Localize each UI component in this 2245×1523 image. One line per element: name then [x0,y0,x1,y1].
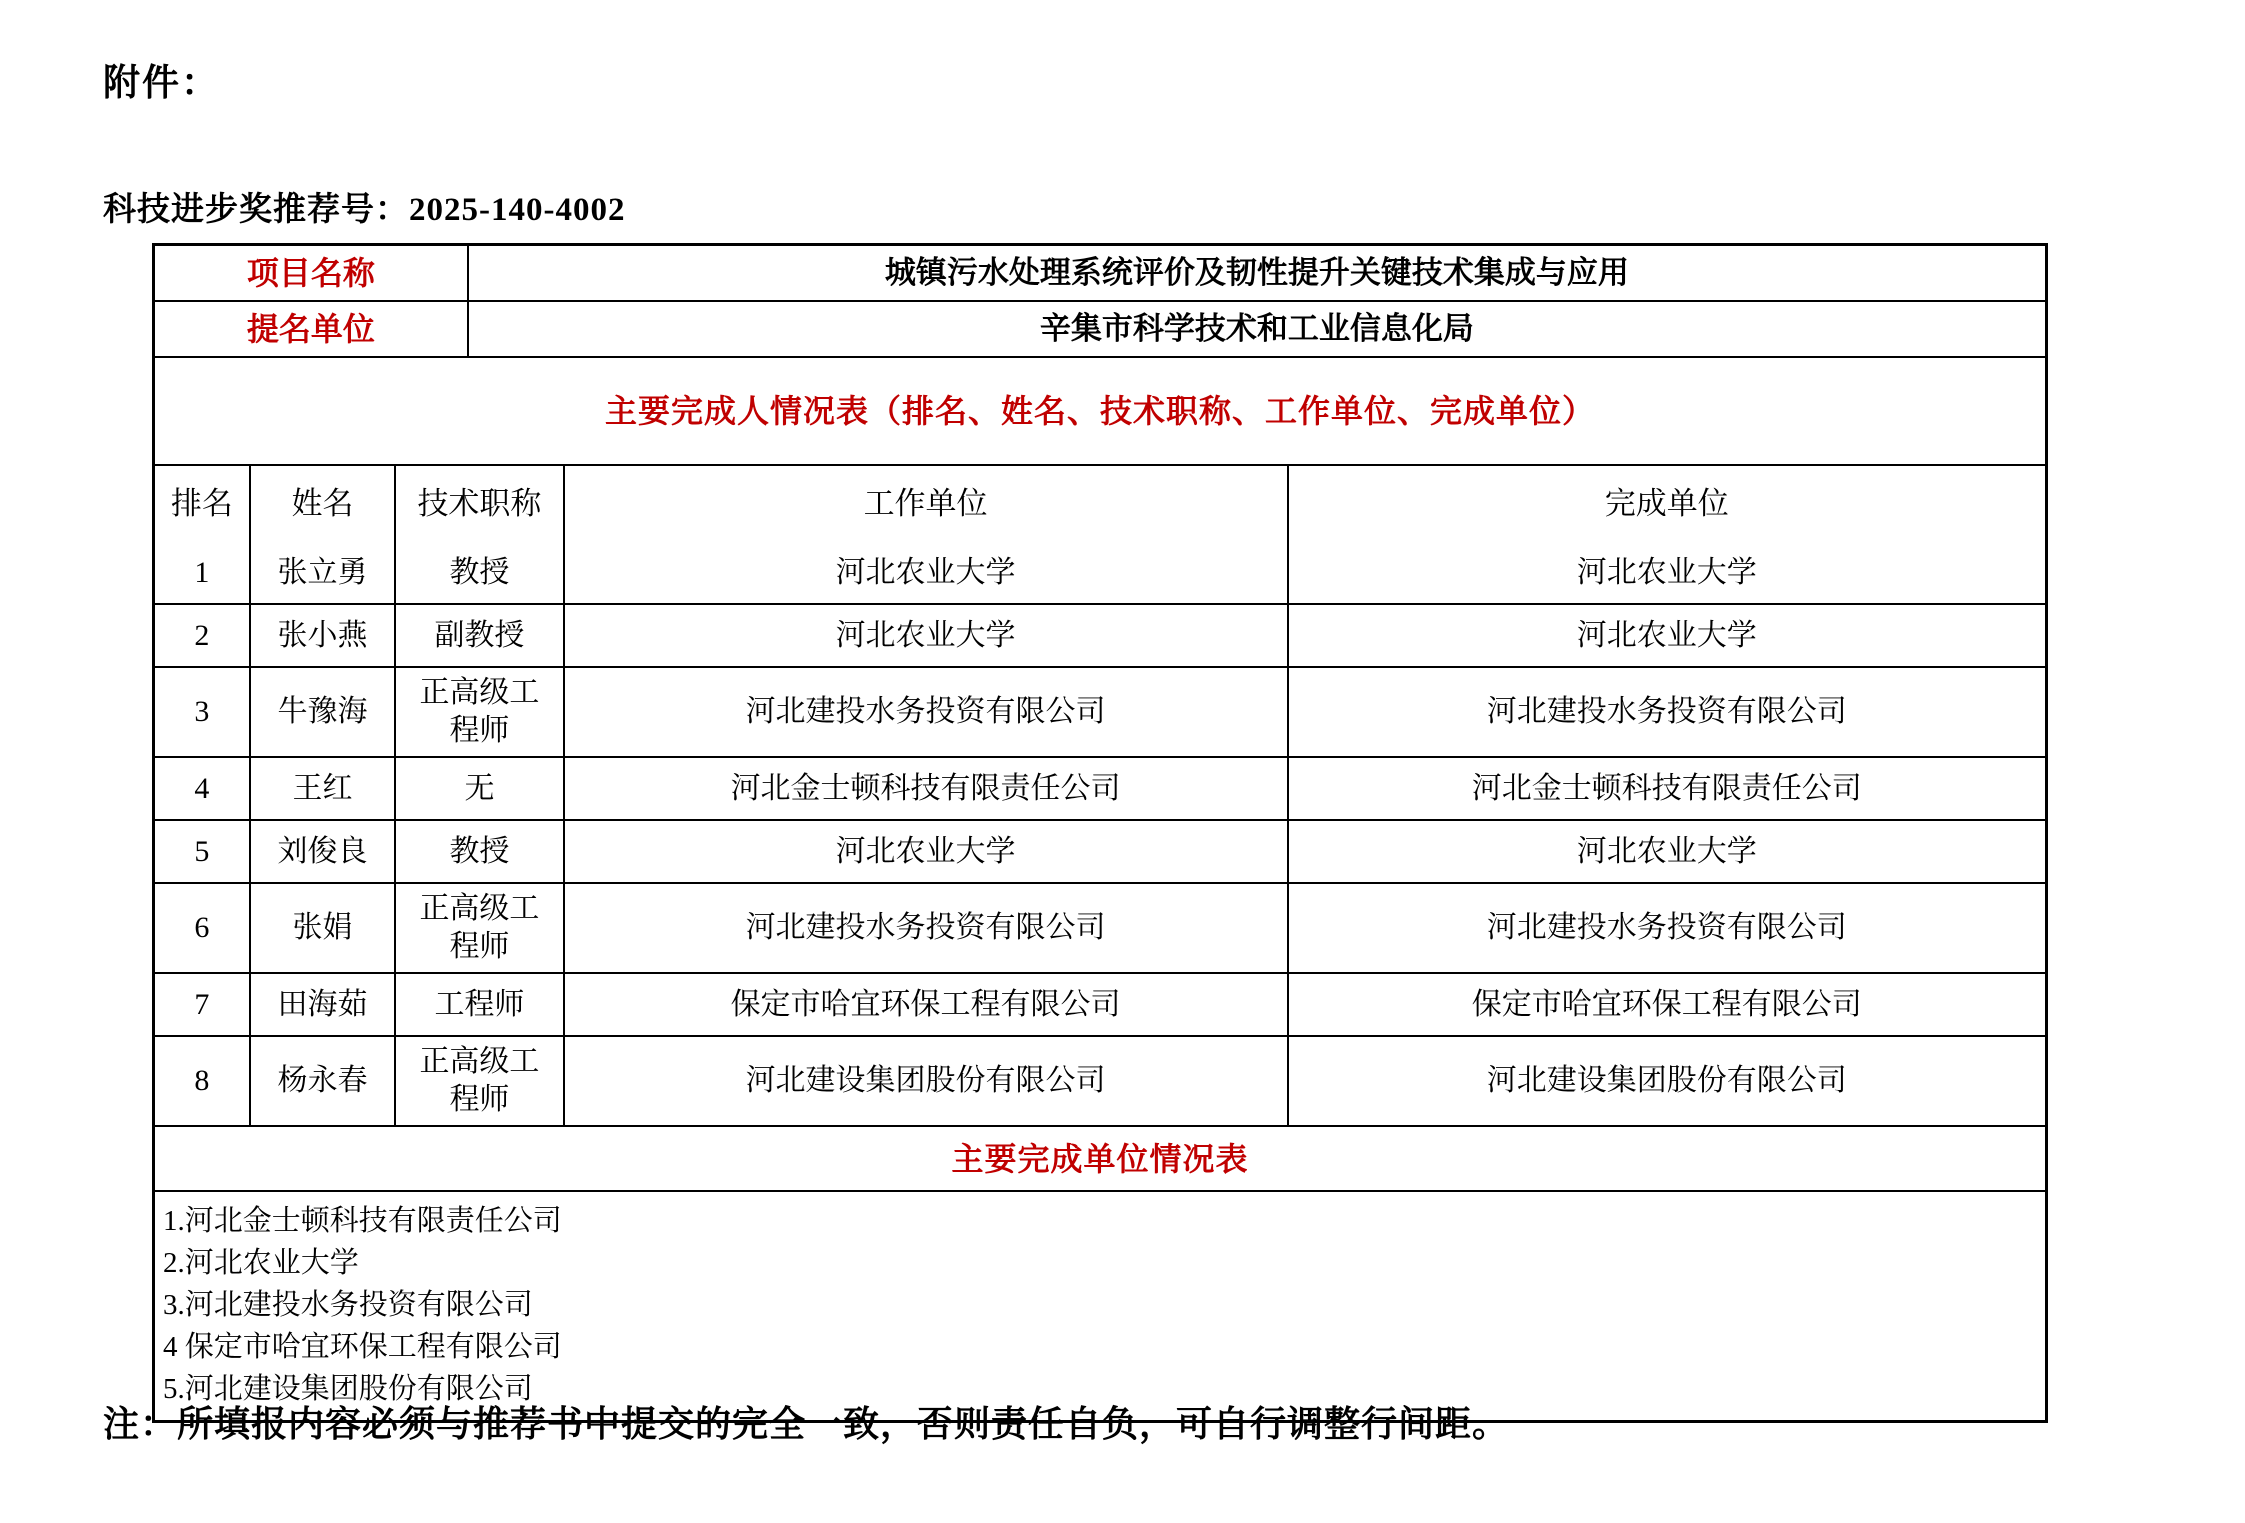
cell-rank: 3 [194,695,210,728]
completers-table-title: 主要完成人情况表（排名、姓名、技术职称、工作单位、完成单位） [604,393,1595,429]
table-row [155,756,2045,819]
cell-work_unit: 保定市哈宜环保工程有限公司 [563,974,1287,1035]
cell-work_unit: 河北农业大学 [563,821,1287,882]
unit-list-item: 2.河北农业大学 [163,1247,359,1279]
cell-rank: 2 [194,618,210,652]
cell-work_unit: 河北建投水务投资有限公司 [563,884,1287,972]
cell-completion_unit: 河北建投水务投资有限公司 [1287,884,2046,972]
attachment-label: 附件： [103,62,220,103]
cell-title: 正高级工程师 [394,884,562,972]
table-row [155,666,2045,756]
cell-title: 正高级工程师 [394,1037,562,1125]
cell-name: 杨永春 [249,1037,395,1125]
unit-list-item: 3.河北建投水务投资有限公司 [163,1289,533,1321]
cell-name: 张立勇 [249,542,395,603]
cell-name: 刘俊良 [249,821,395,882]
cell-work_unit: 河北金士顿科技有限责任公司 [563,758,1287,819]
cell-work_unit: 河北建设集团股份有限公司 [563,1037,1287,1125]
column-header: 完成单位 [1287,466,2046,542]
cell-completion_unit: 河北建设集团股份有限公司 [1287,1037,2046,1125]
column-header: 工作单位 [563,466,1287,542]
cell-title: 副教授 [394,605,562,666]
table-row [155,603,2045,666]
table-row [155,819,2045,882]
table-row [155,1035,2045,1125]
recommendation-label: 科技进步奖推荐号： [103,192,409,228]
cell-work_unit: 河北建投水务投资有限公司 [563,668,1287,756]
unit-list-item: 4 保定市哈宜环保工程有限公司 [163,1331,562,1363]
cell-name: 田海茹 [249,974,395,1035]
footer-note: 注：所填报内容必须与推荐书中提交的完全一致，否则责任自负，可自行调整行间距。 [103,1404,1510,1444]
cell-name: 张娟 [249,884,395,972]
completers-title-row [155,356,2045,464]
units-table-title: 主要完成单位情况表 [951,1140,1249,1177]
info-value: 辛集市科学技术和工业信息化局 [467,302,2045,356]
unit-list-item: 1.河北金士顿科技有限责任公司 [163,1205,562,1237]
info-value: 城镇污水处理系统评价及韧性提升关键技术集成与应用 [467,246,2045,300]
cell-completion_unit: 河北金士顿科技有限责任公司 [1287,758,2046,819]
completers-header-row [155,464,2045,542]
cell-title: 正高级工程师 [394,668,562,756]
column-header: 技术职称 [394,466,562,542]
award-table [152,243,2048,1423]
cell-name: 牛豫海 [249,668,395,756]
table-row [155,882,2045,972]
cell-title: 教授 [394,542,562,603]
info-row [155,300,2045,356]
info-label: 项目名称 [246,255,375,291]
cell-completion_unit: 河北农业大学 [1287,821,2046,882]
cell-title: 无 [394,758,562,819]
recommendation-number: 2025-140-4002 [409,192,626,228]
column-header: 排名 [170,486,233,521]
units-title-row [155,1125,2045,1190]
cell-rank: 6 [194,911,210,944]
info-row [155,246,2045,300]
cell-name: 王红 [249,758,395,819]
cell-rank: 7 [194,987,210,1021]
units-list-row [155,1190,2045,1420]
cell-name: 张小燕 [249,605,395,666]
units-list [155,1192,2045,1420]
cell-completion_unit: 河北农业大学 [1287,542,2046,603]
cell-rank: 5 [194,834,210,868]
recommendation-number-line [103,183,625,230]
cell-title: 工程师 [394,974,562,1035]
unit-list-item: 5.河北建设集团股份有限公司 [163,1373,533,1405]
info-label: 提名单位 [246,311,375,347]
cell-completion_unit: 河北建投水务投资有限公司 [1287,668,2046,756]
cell-rank: 1 [194,555,210,589]
column-header: 姓名 [249,466,395,542]
cell-completion_unit: 保定市哈宜环保工程有限公司 [1287,974,2046,1035]
cell-rank: 8 [194,1064,210,1097]
cell-completion_unit: 河北农业大学 [1287,605,2046,666]
table-row [155,542,2045,603]
cell-work_unit: 河北农业大学 [563,605,1287,666]
table-row [155,972,2045,1035]
cell-rank: 4 [194,771,210,805]
cell-work_unit: 河北农业大学 [563,542,1287,603]
cell-title: 教授 [394,821,562,882]
